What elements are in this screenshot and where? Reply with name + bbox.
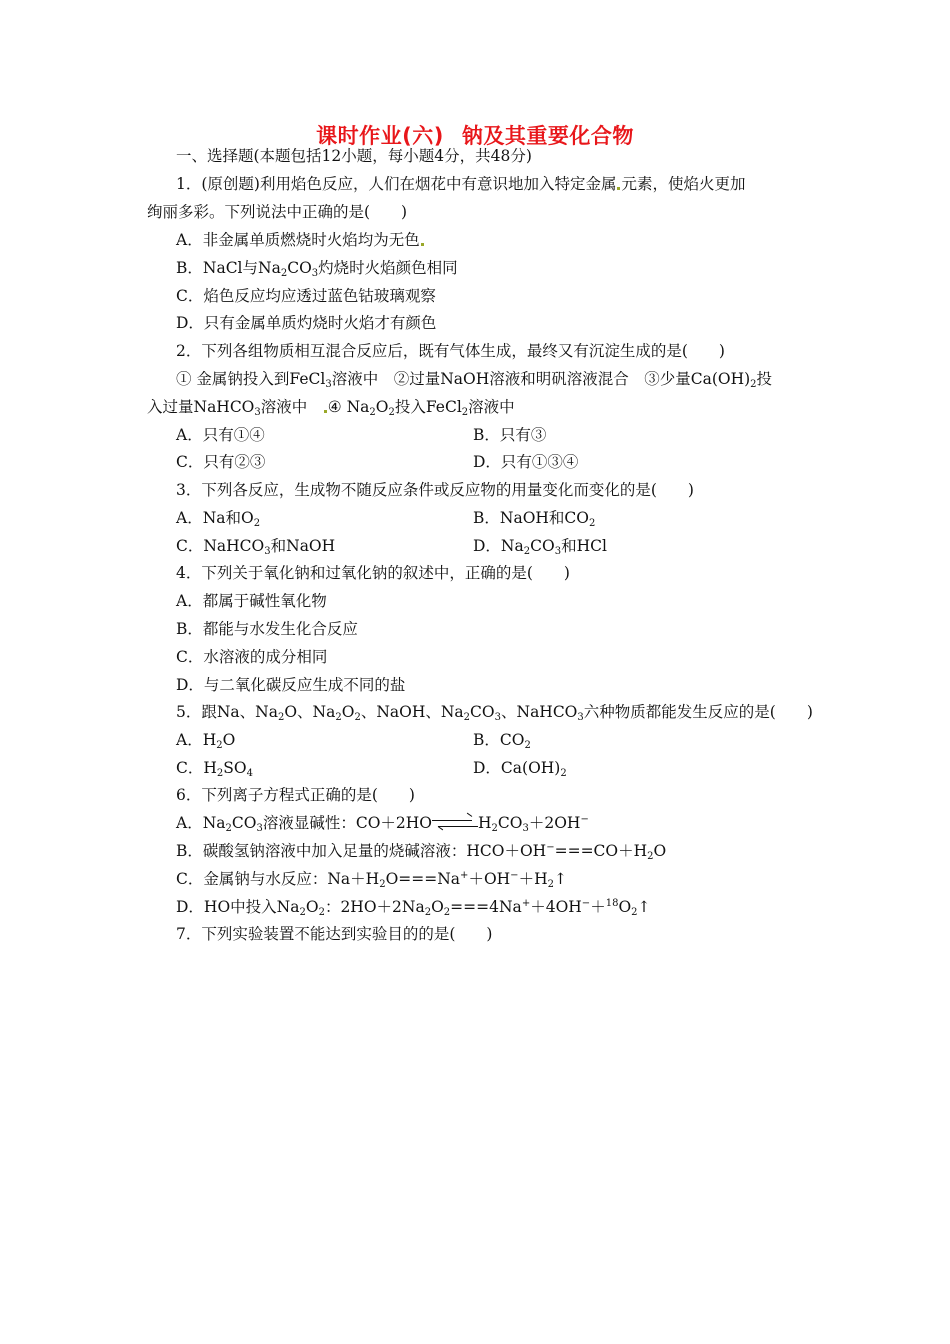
- q5-option-b: B．$CO_2$: [473, 731, 531, 751]
- section-heading: 一、选择题(本题包括12小题，每小题4分，共48分): [176, 147, 532, 165]
- q2-stem: 2．下列各组物质相互混合反应后，既有气体生成，最终又有沉淀生成的是( ): [176, 342, 725, 360]
- equilibrium-arrow-icon: [432, 818, 478, 830]
- q4-option-a: A．都属于碱性氧化物: [176, 592, 327, 610]
- q2-items-cont: 入过量NaHCO$_3$溶液中 ④ $Na_2O_2$投入FeCl$_2$溶液中: [147, 398, 515, 418]
- mark-dot: [421, 243, 424, 246]
- q2-items: ① 金属钠投入到FeCl$_3$溶液中 ②过量NaOH溶液和明矾溶液混合 ③少量$Ca(OH)_2$投: [176, 370, 773, 390]
- title-sub: 钠及其重要化合物: [461, 124, 634, 148]
- q6-option-c: C．金属钠与水反应：$Na+H_2O===Na^++OH^-+H_2↑$: [176, 870, 567, 890]
- q7-stem: 7．下列实验装置不能达到实验目的的是( ): [176, 925, 493, 943]
- q4-stem: 4．下列关于氧化钠和过氧化钠的叙述中，正确的是( ): [176, 564, 570, 582]
- q1-stem: 1．(原创题)利用焰色反应，人们在烟花中有意识地加入特定金属 元素，使焰火更加: [176, 175, 746, 193]
- q6-option-a: A．$Na_2CO_3$溶液显碱性：CO＋2HO $H_2CO_3+2OH^-$: [176, 814, 589, 834]
- q4-option-b: B．都能与水发生化合反应: [176, 620, 358, 638]
- q6-option-d: D．HO中投入$Na_2O_2$：$2HO+2Na_2O_2===4Na^++4OH^-+^{18}O_2↑$: [176, 898, 651, 918]
- q2-option-c: C．只有②③: [176, 453, 266, 471]
- q3-option-a: A．Na和$O_2$: [176, 509, 261, 529]
- q1-option-b: B．NaCl与$Na_2CO_3$灼烧时火焰颜色相同: [176, 259, 458, 279]
- q4-option-c: C．水溶液的成分相同: [176, 648, 328, 666]
- q2-option-d: D．只有①③④: [473, 453, 579, 471]
- q3-option-b: B．NaOH和$CO_2$: [473, 509, 596, 529]
- q2-option-b: B．只有③: [473, 426, 547, 444]
- q5-option-d: D．$Ca(OH)_2$: [473, 759, 567, 779]
- q3-option-c: C．NaHCO$_3$和NaOH: [176, 537, 336, 557]
- q6-stem: 6．下列离子方程式正确的是( ): [176, 786, 415, 804]
- q5-stem: 5．跟Na、$Na_2O$、$Na_2O_2$、NaOH、$Na_2CO_3$、NaHCO$_3$六种物质都能发生反应的是( ): [176, 703, 813, 723]
- q1-option-a: A．非金属单质燃烧时火焰均为无色: [176, 230, 425, 250]
- q4-option-d: D．与二氧化碳反应生成不同的盐: [176, 676, 406, 694]
- q1-stem-cont: 绚丽多彩。下列说法中正确的是( ): [147, 203, 408, 221]
- mark-dot: [324, 410, 327, 413]
- title-main: 课时作业(六): [316, 124, 444, 148]
- q3-stem: 3．下列各反应，生成物不随反应条件或反应物的用量变化而变化的是( ): [176, 481, 694, 499]
- q5-option-c: C．$H_2SO_4$: [176, 759, 253, 779]
- q2-option-a: A．只有①④: [176, 426, 265, 444]
- q1-option-c: C．焰色反应均应透过蓝色钴玻璃观察: [176, 287, 436, 305]
- q5-option-a: A．$H_2O$: [176, 731, 236, 751]
- q6-option-b: B．碳酸氢钠溶液中加入足量的烧碱溶液：$HCO+OH^-===CO+H_2O$: [176, 842, 667, 862]
- q1-option-d: D．只有金属单质灼烧时火焰才有颜色: [176, 314, 437, 332]
- q3-option-d: D．$Na_2CO_3$和HCl: [473, 537, 607, 557]
